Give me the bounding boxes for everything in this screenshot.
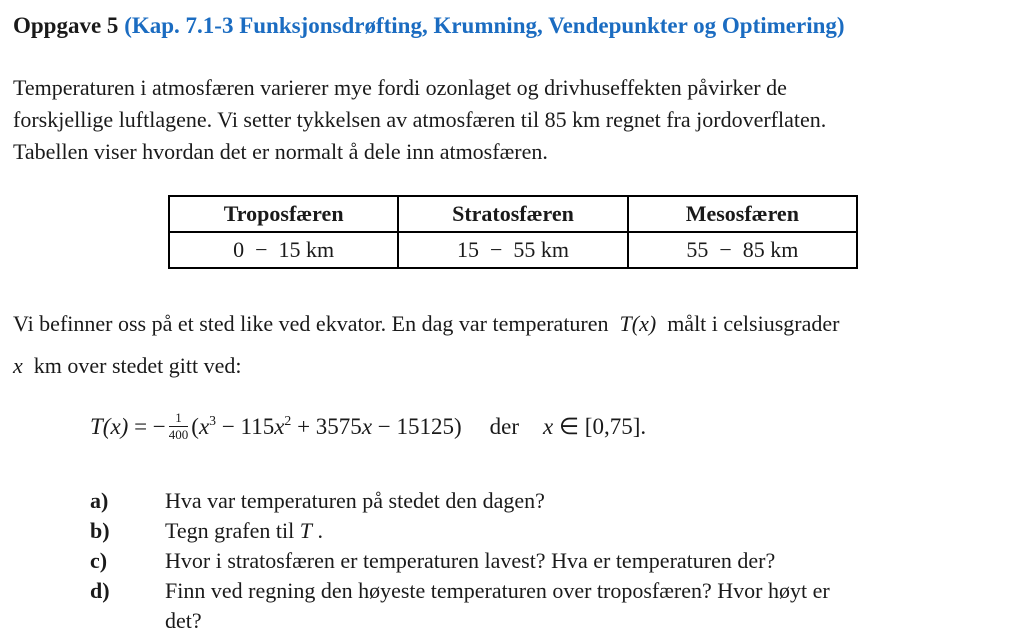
formula-term-2: + 3575 [291,413,362,439]
exercise-title-number: Oppgave 5 [13,13,125,38]
task-label-c: c) [90,548,108,573]
table-cell-troposphere-range: 0 − 15 km [169,232,398,268]
atmosphere-table-range-row [169,232,857,268]
formula-term-1: − 115 [216,413,275,439]
table-header-troposphere: Troposfæren [169,196,398,232]
intro-line-3: Tabellen viser hvordan det er normalt å dele inn atmosfæren. [13,139,548,164]
setting-text-2: målt i celsiusgrader [656,311,840,336]
exercise-title-chapter: (Kap. 7.1-3 Funksjonsdrøfting, Krumning, Vendepunkter og Optimering) [124,13,845,38]
formula-der-keyword: der [489,413,520,439]
task-d-line-2: det? [165,608,202,633]
formula-exponent-2: 2 [284,413,292,429]
table-header-mesosphere: Mesosfæren [628,196,857,232]
formula-x-cubed-var: x [198,413,210,439]
formula-open-paren: ( [191,413,199,439]
task-text-a: Hva var temperaturen på stedet den dagen? [165,488,545,513]
formula-domain-interval: ∈ [0,75]. [553,413,647,439]
exercise-title [13,12,1011,40]
setting-text-1: Vi befinner oss på et sted like ved ekvator. En dag var temperaturen [13,311,620,336]
formula-x-squared-var: x [274,413,285,439]
task-item-c [13,546,1011,576]
task-b-math-T: T [299,518,312,543]
atmosphere-table-header-row [169,196,857,232]
task-list [13,486,1011,636]
formula-equals: = − [128,413,166,439]
task-label-a: a) [90,488,109,513]
table-cell-mesosphere-range: 55 − 85 km [628,232,857,268]
atmosphere-table [168,195,858,269]
task-text-c: Hvor i stratosfæren er temperaturen lavest? Hva er temperaturen der? [165,548,776,573]
task-text-d [165,576,1011,636]
task-d-line-1: Finn ved regning den høyeste temperaturen over troposfæren? Hvor høyt er [165,578,830,603]
task-item-a [13,486,1011,516]
formula-lhs: T(x) [90,413,129,439]
intro-line-1: Temperaturen i atmosfæren varierer mye fordi ozonlaget og drivhuseffekten påvirker de [13,75,787,100]
task-label-b: b) [90,518,110,543]
fraction-denominator: 400 [168,427,189,442]
task-label-d: d) [90,578,110,603]
task-item-d [13,576,1011,636]
setting-line-1 [13,303,1011,345]
setting-text-3: km over stedet gitt ved: [22,353,242,378]
fraction-1-400 [169,411,189,442]
setting-line-2 [13,345,1011,387]
setting-math-x: x [13,353,23,378]
intro-paragraph [13,72,1011,168]
task-text-b [165,516,1011,546]
table-header-stratosphere: Stratosfæren [398,196,627,232]
task-b-text-before: Tegn grafen til [165,518,300,543]
task-item-b [13,516,1011,546]
intro-line-2: forskjellige luftlagene. Vi setter tykkelsen av atmosfæren til 85 km regnet fra jordoverflaten. [13,107,827,132]
formula-domain-var: x [543,413,554,439]
task-b-text-after: . [311,518,323,543]
formula-term-3: − 15125) [372,413,462,439]
temperature-formula [90,410,1011,444]
setting-math-T: T(x) [619,311,657,336]
formula-x-linear-var: x [361,413,373,439]
fraction-numerator: 1 [169,411,189,427]
table-cell-stratosphere-range: 15 − 55 km [398,232,627,268]
formula-exponent-3: 3 [209,413,217,429]
setting-paragraph [13,303,1011,387]
